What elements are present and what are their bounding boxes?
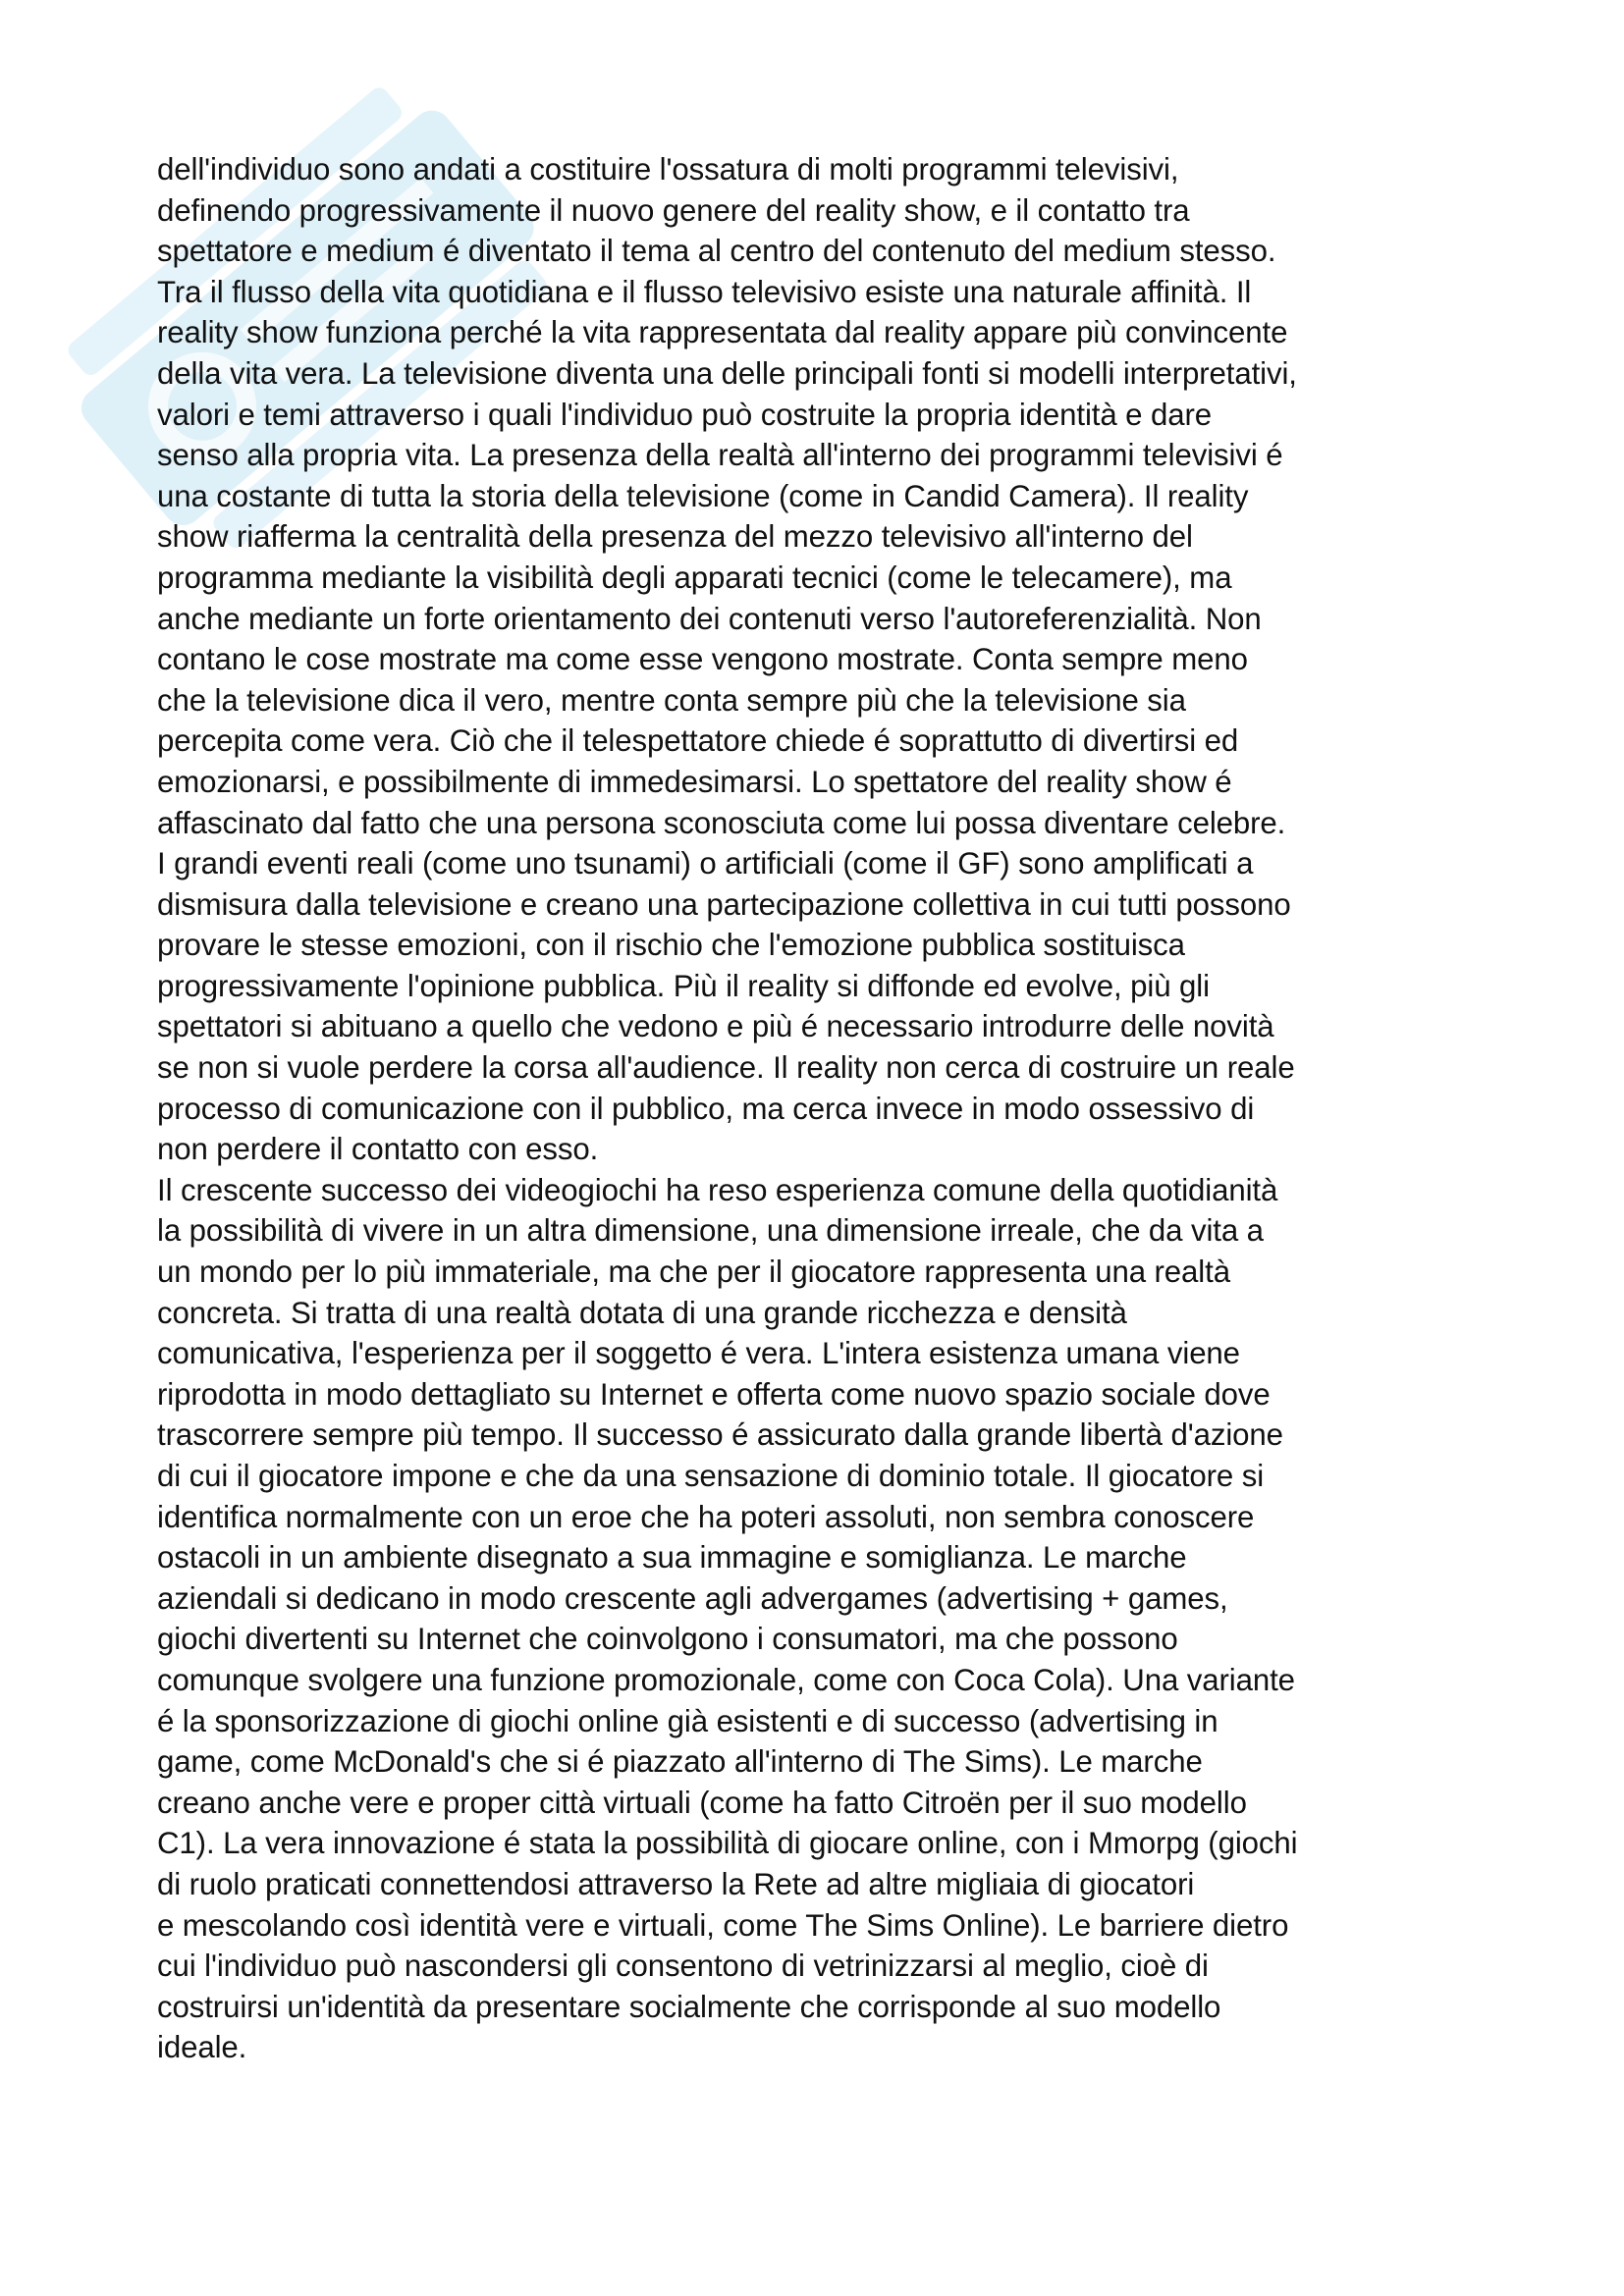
text-line: giochi divertenti su Internet che coinvolgono i consumatori, ma che possono	[157, 1622, 1178, 1657]
text-line: riprodotta in modo dettagliato su Internet e offerta come nuovo spazio sociale dove	[157, 1376, 1271, 1412]
document-body	[157, 149, 1483, 2068]
text-line: non perdere il contatto con esso.	[157, 1132, 599, 1167]
text-line: aziendali si dedicano in modo crescente agli advergames (advertising + games,	[157, 1580, 1228, 1616]
text-line: comunque svolgere una funzione promozionale, come con Coca Cola). Una variante	[157, 1662, 1295, 1697]
text-line: spettatori si abituano a quello che vedono e più é necessario introdurre delle novità	[157, 1009, 1274, 1044]
text-line: spettatore e medium é diventato il tema al centro del contenuto del medium stesso.	[157, 234, 1276, 269]
text-line: dell'individuo sono andati a costituire l'ossatura di molti programmi televisivi,	[157, 152, 1179, 187]
text-line: un mondo per lo più immateriale, ma che per il giocatore rappresenta una realtà	[157, 1255, 1230, 1290]
text-line: emozionarsi, e possibilmente di immedesimarsi. Lo spettatore del reality show é	[157, 764, 1232, 799]
text-line: ostacoli in un ambiente disegnato a sua immagine e somiglianza. Le marche	[157, 1540, 1187, 1575]
text-line: percepita come vera. Ciò che il telespettatore chiede é soprattutto di divertirsi ed	[157, 723, 1239, 759]
text-line: contano le cose mostrate ma come esse vengono mostrate. Conta sempre meno	[157, 642, 1248, 677]
text-line: valori e temi attraverso i quali l'individuo può costruite la propria identità e dare	[157, 397, 1213, 432]
text-line: della vita vera. La televisione diventa una delle principali fonti si modelli interpretativi,	[157, 355, 1297, 391]
text-line: progressivamente l'opinione pubblica. Più il reality si diffonde ed evolve, più gli	[157, 968, 1210, 1003]
text-line: di cui il giocatore impone e che da una sensazione di dominio totale. Il giocatore si	[157, 1459, 1265, 1493]
text-line: comunicativa, l'esperienza per il soggetto é vera. L'intera esistenza umana viene	[157, 1336, 1240, 1371]
text-line: una costante di tutta la storia della televisione (come in Candid Camera). Il reality	[157, 478, 1249, 513]
text-line: Tra il flusso della vita quotidiana e il flusso televisivo esiste una naturale affinità. Il	[157, 274, 1252, 309]
text-line: creano anche vere e proper città virtuali (come ha fatto Citroën per il suo modello	[157, 1785, 1247, 1820]
text-line: la possibilità di vivere in un altra dimensione, una dimensione irreale, che da vita a	[157, 1213, 1264, 1249]
text-line: senso alla propria vita. La presenza della realtà all'interno dei programmi televisivi é	[157, 438, 1283, 473]
text-line: Il crescente successo dei videogiochi ha reso esperienza comune della quotidianità	[157, 1172, 1278, 1207]
text-line: trascorrere sempre più tempo. Il successo é assicurato dalla grande libertà d'azione	[157, 1417, 1283, 1453]
text-line: cui l'individuo può nascondersi gli consentono di vetrinizzarsi al meglio, cioè di	[157, 1949, 1209, 1984]
text-line: é la sponsorizzazione di giochi online già esistenti e di successo (advertising in	[157, 1703, 1218, 1738]
text-line: programma mediante la visibilità degli apparati tecnici (come le telecamere), ma	[157, 560, 1232, 595]
text-line: definendo progressivamente il nuovo genere del reality show, e il contatto tra	[157, 192, 1190, 228]
text-line: show riafferma la centralità della presenza del mezzo televisivo all'interno del	[157, 519, 1193, 555]
text-line: I grandi eventi reali (come uno tsunami) o artificiali (come il GF) sono amplificati a	[157, 846, 1254, 881]
text-line: dismisura dalla televisione e creano una partecipazione collettiva in cui tutti possono	[157, 886, 1291, 922]
text-line: costruirsi un'identità da presentare socialmente che corrisponde al suo modello	[157, 1989, 1221, 2024]
text-line: C1). La vera innovazione é stata la possibilità di giocare online, con i Mmorpg (giochi	[157, 1826, 1298, 1861]
text-line: se non si vuole perdere la corsa all'audience. Il reality non cerca di costruire un reale	[157, 1050, 1295, 1086]
text-line: concreta. Si tratta di una realtà dotata di una grande ricchezza e densità	[157, 1295, 1127, 1330]
text-line: processo di comunicazione con il pubblico, ma cerca invece in modo ossessivo di	[157, 1091, 1255, 1126]
text-line: identifica normalmente con un eroe che ha poteri assoluti, non sembra conoscere	[157, 1499, 1255, 1534]
text-line: che la televisione dica il vero, mentre conta sempre più che la televisione sia	[157, 682, 1186, 718]
text-line: anche mediante un forte orientamento dei contenuti verso l'autoreferenzialità. Non	[157, 601, 1262, 636]
text-line: game, come McDonald's che si é piazzato all'interno di The Sims). Le marche	[157, 1744, 1203, 1780]
text-line: e mescolando così identità vere e virtuali, come The Sims Online). Le barriere dietro	[157, 1907, 1289, 1943]
text-line: di ruolo praticati connettendosi attraverso la Rete ad altre migliaia di giocatori	[157, 1866, 1195, 1901]
text-line: affascinato dal fatto che una persona sconosciuta come lui possa diventare celebre.	[157, 805, 1286, 840]
text-line: ideale.	[157, 2030, 247, 2065]
text-line: provare le stesse emozioni, con il rischio che l'emozione pubblica sostituisca	[157, 928, 1185, 963]
text-line: reality show funziona perché la vita rappresentata dal reality appare più convincente	[157, 315, 1288, 350]
